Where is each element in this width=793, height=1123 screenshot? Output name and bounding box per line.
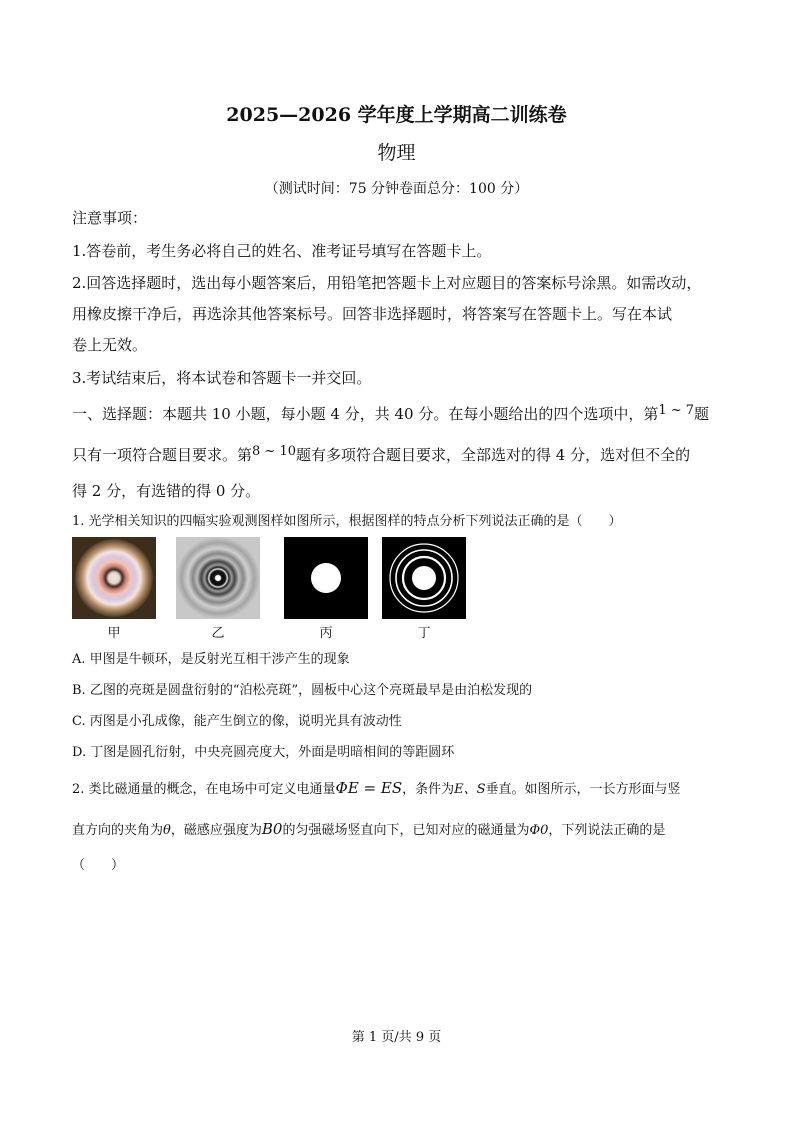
notes-item-3: 3.考试结束后，将本试卷和答题卡一并交回。 xyxy=(72,369,372,387)
condition-vars: E、S xyxy=(454,782,486,797)
notes-item-1: 1.答卷前，考生务必将自己的姓名、准考证号填写在答题卡上。 xyxy=(72,242,492,260)
flux-phi0: Φ0 xyxy=(529,823,549,838)
notes-item-2-line-3: 卷上无效。 xyxy=(72,336,148,354)
q1-option-c: C. 丙图是小孔成像，能产生倒立的像，说明光具有波动性 xyxy=(72,714,402,729)
q2-stem-a: 2. 类比磁通量的概念，在电场中可定义电通量 xyxy=(72,782,336,797)
q1-option-b: B. 乙图的亮斑是圆盘衍射的“泊松亮斑”，圆板中心这个亮斑最早是由泊松发现的 xyxy=(72,683,533,698)
electric-flux-formula: ΦE = ES xyxy=(335,779,403,797)
q2-line2-d: ，下列说法正确的是 xyxy=(548,823,666,838)
section1-text-2b: 题有多项符合题目要求，全部选对的得 4 分，选对但不全的 xyxy=(296,446,691,464)
q1-stem: 1. 光学相关知识的四幅实验观测图样如图所示，根据图样的特点分析下列说法正确的是（ ） xyxy=(72,514,622,529)
figure-yi-poisson-spot xyxy=(176,537,260,619)
section1-line-1 xyxy=(72,403,709,424)
exam-title: 2025—2026 学年度上学期高二训练卷 xyxy=(226,104,567,126)
figure-jia-newton-rings xyxy=(72,537,156,619)
q2-line2-c: 的匀强磁场竖直向下，已知对应的磁通量为 xyxy=(282,823,530,838)
q2-answer-bracket: （ ） xyxy=(72,858,125,873)
figure-ding-circular-diffraction xyxy=(382,537,466,619)
q2-stem-line-1 xyxy=(72,778,681,797)
q2-stem-b: ，条件为 xyxy=(402,782,455,797)
section1-text-1a: 一、选择题：本题共 10 小题，每小题 4 分，共 40 分。在每小题给出的四个选项中，第 xyxy=(72,405,659,423)
notes-item-2-line-2: 用橡皮擦干净后，再选涂其他答案标号。回答非选择题时，将答案写在答题卡上。写在本试 xyxy=(72,305,673,323)
q1-figures xyxy=(72,537,472,645)
question-range-2: 8 ~ 10 xyxy=(252,444,296,459)
figure-bing-pinhole xyxy=(284,537,368,619)
figure-label-ding: 丁 xyxy=(417,626,431,641)
q2-stem-line-2 xyxy=(72,819,665,838)
notes-heading: 注意事项： xyxy=(72,209,148,227)
figure-label-yi: 乙 xyxy=(211,626,225,641)
field-strength-b0: B0 xyxy=(261,820,283,838)
subject-title: 物理 xyxy=(377,142,416,164)
section1-line-2 xyxy=(72,444,690,465)
page-footer: 第 1 页/共 9 页 xyxy=(351,1030,442,1045)
time-note: （测试时间：75 分钟卷面总分：100 分） xyxy=(264,181,529,197)
q1-option-d: D. 丁图是圆孔衍射，中央亮圆亮度大，外面是明暗相间的等距圆环 xyxy=(72,745,455,760)
q2-line2-b: ，磁感应强度为 xyxy=(170,823,262,838)
section1-line-3: 得 2 分，有选错的得 0 分。 xyxy=(72,482,261,500)
section1-text-2a: 只有一项符合题目要求。第 xyxy=(72,446,253,464)
angle-theta: θ xyxy=(163,823,171,838)
notes-item-2-line-1: 2.回答选择题时，选出每小题答案后，用铅笔把答题卡上对应题目的答案标号涂黑。如需改动， xyxy=(72,274,702,292)
figure-label-jia: 甲 xyxy=(107,626,121,641)
question-range-1: 1 ~ 7 xyxy=(658,403,695,418)
figure-label-bing: 丙 xyxy=(319,626,333,641)
q2-line2-a: 直方向的夹角为 xyxy=(72,823,164,838)
q1-option-a: A. 甲图是牛顿环，是反射光互相干涉产生的现象 xyxy=(72,652,350,667)
section1-text-1b: 题 xyxy=(694,405,710,423)
q2-stem-c: 垂直。如图所示，一长方形面与竖 xyxy=(485,782,681,797)
